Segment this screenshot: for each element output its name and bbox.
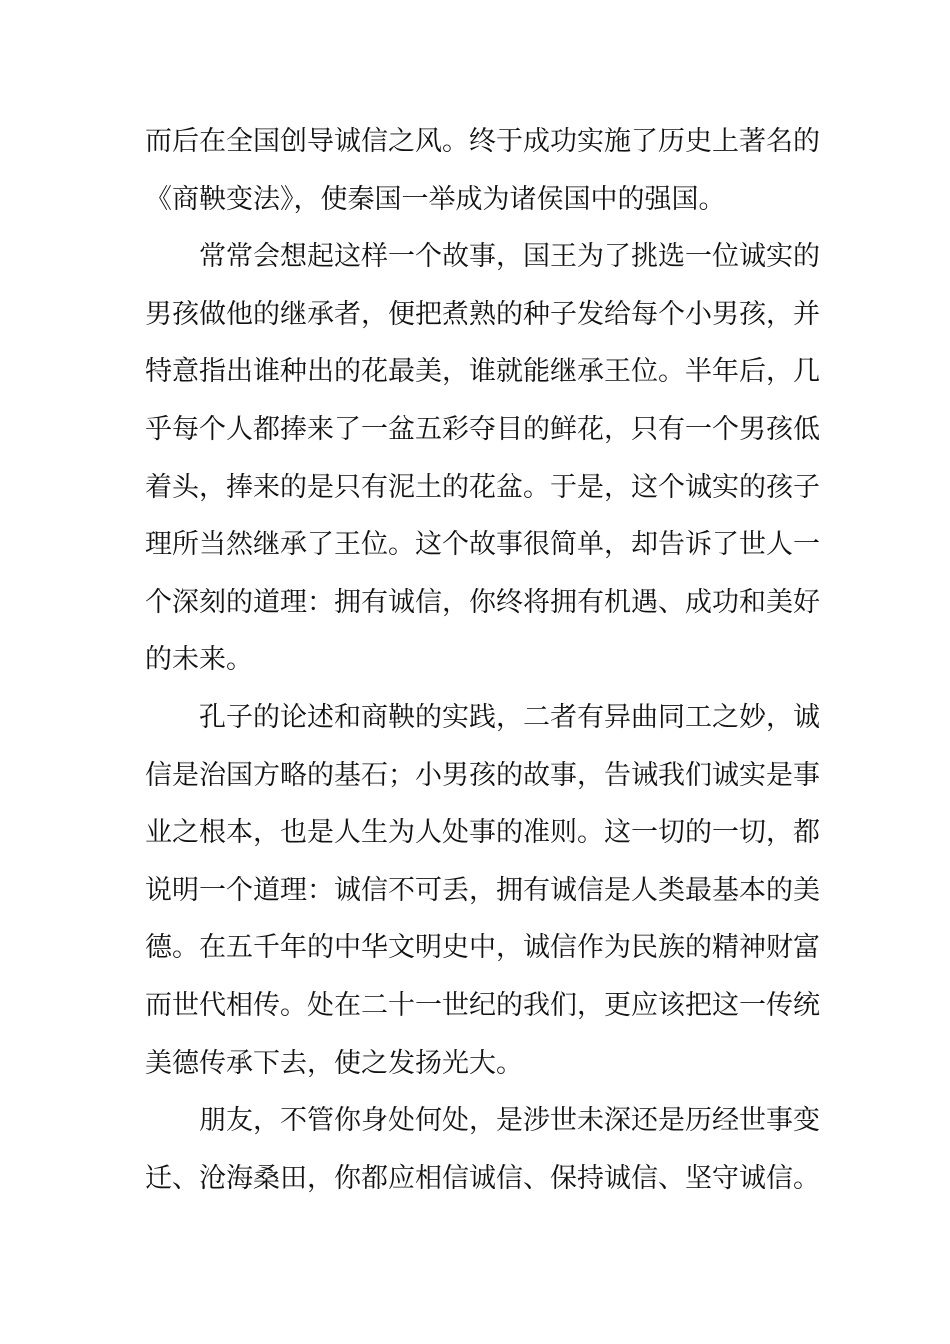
text-line: 特意指出谁种出的花最美，谁就能继承王位。半年后，几: [145, 356, 820, 388]
text-line: 美德传承下去，使之发扬光大。: [145, 1047, 523, 1079]
paragraph-1: [145, 113, 820, 228]
text-line: 说明一个道理：诚信不可丢，拥有诚信是人类最基本的美: [145, 874, 820, 906]
text-line: 而后在全国创导诚信之风。终于成功实施了历史上著名的: [145, 126, 820, 157]
text-line: 而世代相传。处在二十一世纪的我们，更应该把这一传统: [145, 989, 820, 1021]
text-line: 业之根本，也是人生为人处事的准则。这一切的一切，都: [145, 817, 820, 849]
text-line: 迁、沧海桑田，你都应相信诚信、保持诚信、坚守诚信。: [145, 1162, 820, 1194]
paragraph-2: [145, 228, 820, 689]
text-line: 着头，捧来的是只有泥土的花盆。于是，这个诚实的孩子: [145, 471, 820, 503]
text-line: 男孩做他的继承者，便把煮熟的种子发给每个小男孩，并: [145, 298, 820, 330]
text-line: 个深刻的道理：拥有诚信，你终将拥有机遇、成功和美好: [145, 586, 820, 618]
paragraph-4: [145, 1092, 820, 1207]
text-line: 朋友，不管你身处何处，是涉世未深还是历经世事变: [199, 1105, 820, 1137]
text-line: 《商鞅变法》，使秦国一举成为诸侯国中的强国。: [145, 183, 726, 215]
text-line: 乎每个人都捧来了一盆五彩夺目的鲜花，只有一个男孩低: [145, 413, 820, 445]
paragraph-3: [145, 689, 820, 1092]
text-line: 孔子的论述和商鞅的实践，二者有异曲同工之妙，诚: [199, 701, 820, 733]
text-line: 信是治国方略的基石；小男孩的故事，告诫我们诚实是事: [145, 759, 820, 791]
text-line: 德。在五千年的中华文明史中，诚信作为民族的精神财富: [145, 932, 820, 964]
text-line: 常常会想起这样一个故事，国王为了挑选一位诚实的: [199, 241, 820, 273]
document-body: [145, 113, 820, 1207]
text-line: 理所当然继承了王位。这个故事很简单，却告诉了世人一: [145, 529, 820, 561]
text-line: 的未来。: [145, 644, 253, 676]
